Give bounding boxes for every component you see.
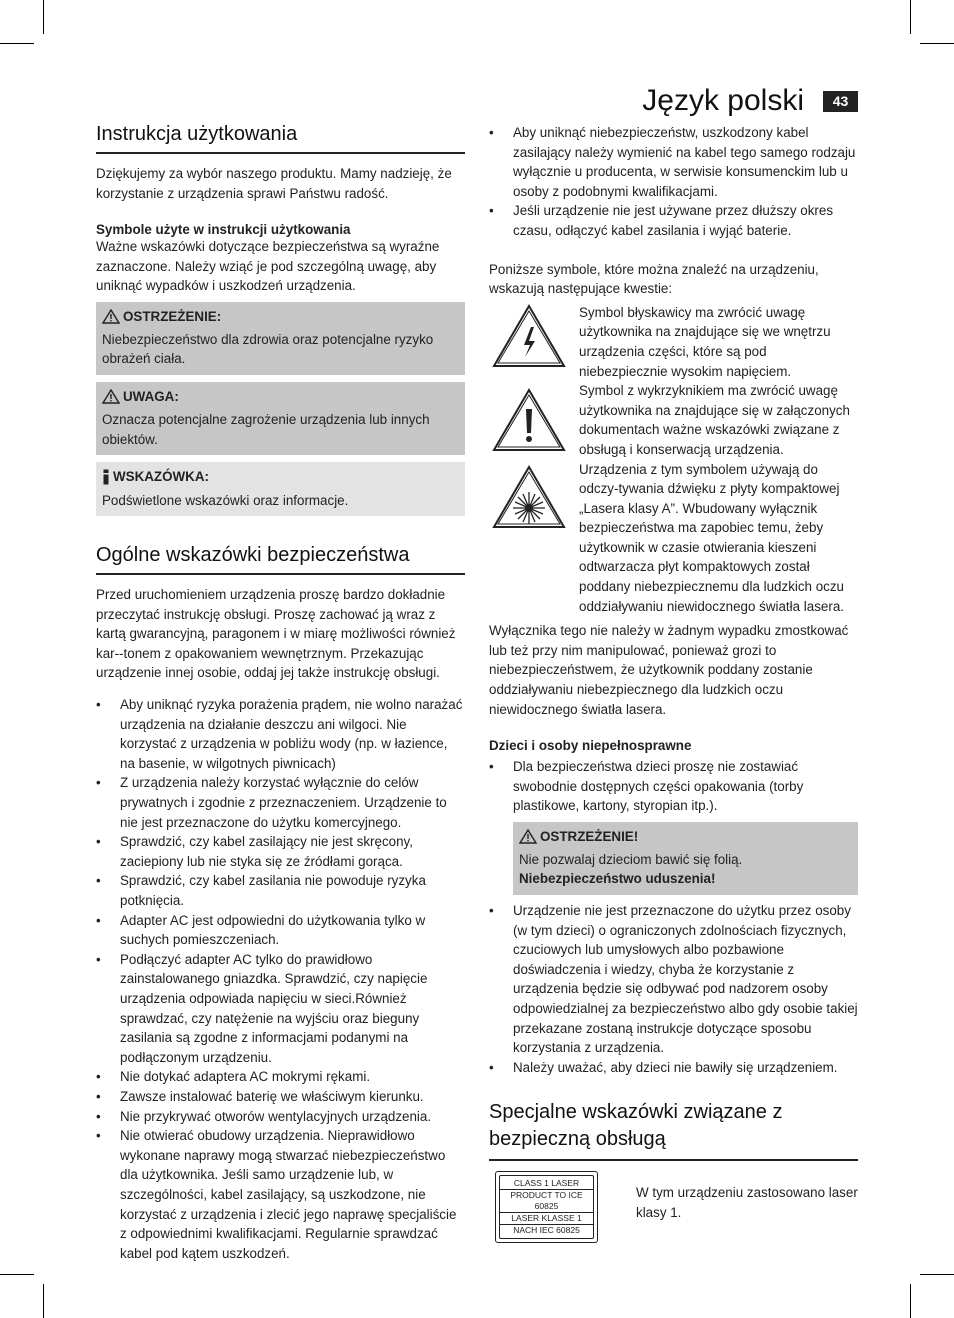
info-icon	[102, 469, 110, 485]
warning-triangle-icon	[102, 309, 120, 324]
crop-mark	[0, 43, 34, 44]
list-item: • Aby uniknąć niebezpieczeństw, uszkodzony kabel zasilający należy wymienić na kabel tego samego rodzaju wyłącznie u producenta, w serwisie konsumenckim lub u osoby z podobnymi kwalifikacjami.	[489, 123, 858, 201]
caution-label	[102, 387, 179, 407]
list-item: • Sprawdzić, czy kabel zasilający nie jest skręcony, zaciepiony lub nie styka się ze źródłami gorąca.	[96, 832, 465, 871]
symbols-text: Ważne wskazówki dotyczące bezpieczeństwa są wyraźne zaznaczone. Należy wziąć je pod szczególną uwagę, aby uniknąć wypadków i uszkodzeń urządzenia.	[96, 239, 440, 294]
warning-text: Niebezpieczeństwo dla zdrowia oraz potencjalne ryzyko obrażeń ciała.	[102, 331, 434, 367]
caution-box	[96, 382, 465, 455]
exclamation-warning-icon	[491, 387, 567, 453]
laser-class-row	[489, 1171, 858, 1243]
list-item: • Dla bezpieczeństwa dzieci proszę nie zostawiać swobodnie dostępnych części opakowania (torby plastikowe, kartony, styropian itp.).	[489, 757, 858, 816]
safety-list	[96, 695, 465, 1263]
list-item: • Urządzenie nie jest przeznaczone do użytku przez osoby (w tym dzieci) o ograniczonych zdolnościach fizycznych, czuciowych lub umysłowych albo pozbawione doświadczenia i wiedzy, chyba że korzystanie z urządzenia będzie się odbywać pod nadzorem osoby odpowiedzialnej za bezpieczeństwo albo gdy osobie takiej przekazane zostaną instrukcje dotyczące sposobu korzystania z urządzenia.	[489, 901, 858, 1058]
children-heading: Dzieci i osoby niepełnosprawne	[489, 738, 692, 754]
children-warning-label	[519, 827, 638, 847]
crop-mark	[920, 43, 954, 44]
list-item: • Należy uważać, aby dzieci nie bawiły się urządzeniem.	[489, 1058, 858, 1078]
symbol-text-exclamation: Symbol z wykrzyknikiem ma zwrócić uwagę użytkownika na znajdujące się w załączonych dokumentach ważne wskazówki związane z obsługą i konserwacją urządzenia.	[579, 383, 850, 457]
crop-mark	[910, 1284, 911, 1318]
caution-label-text: UWAGA:	[123, 389, 179, 405]
symbol-row-exclamation	[489, 381, 858, 459]
right-column	[489, 123, 858, 1243]
symbols-intro: Poniższe symbole, które można znaleźć na urządzeniu, wskazują następujące kwestie:	[489, 261, 819, 297]
caution-text: Oznacza potencjalne zagrożenie urządzenia lub innych obiektów.	[102, 411, 430, 447]
list-item: • Z urządzenia należy korzystać wyłącznie do celów prywatnych i zgodnie z przeznaczeniem. Urządzenie to nie jest przeznaczone do użytku komercyjnego.	[96, 773, 465, 832]
section-title-safety: Ogólne wskazówki bezpieczeństwa	[96, 544, 465, 575]
crop-mark	[43, 0, 44, 34]
laser-label-line: NACH IEC 60825	[513, 1225, 580, 1236]
page-number: 43	[823, 91, 858, 112]
list-item: • Nie otwierać obudowy urządzenia. Nieprawidłowo wykonane naprawy mogą stwarzać niebezpieczeństwo dla użytkownika. Jeśli samo urządzenie lub, w szczególności, kabel zasilający, są uszkodzone, nie korzystać z urządzenia i zlecić jego naprawę specjaliście z odpowiednimi kwalifikacjami. Regularnie sprawdzać kabel pod kątem uszkodzeń.	[96, 1126, 465, 1263]
symbol-row-lightning	[489, 303, 858, 381]
lightning-warning-icon	[491, 303, 567, 369]
hint-text: Podświetlone wskazówki oraz informacje.	[102, 492, 349, 508]
intro-text: Dziękujemy za wybór naszego produktu. Mamy nadzieję, że korzystanie z urządzenia sprawi Państwu radość.	[96, 166, 452, 201]
list-item: • Nie przykrywać otworów wentylacyjnych urządzenia.	[96, 1107, 465, 1127]
safety-intro: Przed uruchomieniem urządzenia proszę bardzo dokładnie przeczytać instrukcję obsługi. Proszę zachować ją wraz z kartą gwarancyjną, paragonem i w miarę możliwości również kar--tonem z opakowaniem wewnętrznym. Przekazując urządzenie innej osobie, oddaj jej także instrukcję obsługi.	[96, 587, 456, 681]
list-item: • Sprawdzić, czy kabel zasilania nie powoduje ryzyka potknięcia.	[96, 871, 465, 910]
laser-warning-icon	[491, 464, 567, 530]
list-item: • Podłączyć adapter AC tylko do prawidłowo zainstalowanego gniazdka. Sprawdzić, czy napięcie urządzenia odpowiada napięciu w sieci.Również sprawdzać, czy natężenie na wyjściu oraz bieguny zasilania są zgodne z informacjami podanymi na podłączonym urządzeniu.	[96, 950, 465, 1068]
list-item: • Adapter AC jest odpowiedni do użytkowania tylko w suchych pomieszczeniach.	[96, 911, 465, 950]
children-warning-text	[519, 850, 852, 889]
symbol-text-lightning: Symbol błyskawicy ma zwrócić uwagę użytkownika na znajdujące się we wnętrzu urządzenia części, które są pod niebezpiecznie wysokim napięciem.	[579, 304, 831, 379]
laser-class-text: W tym urządzeniu zastosowano laser klasy 1.	[636, 1185, 858, 1221]
crop-mark	[0, 1274, 34, 1275]
left-column	[96, 123, 465, 1263]
list-item: • Aby uniknąć ryzyka porażenia prądem, nie wolno narażać urządzenia na działanie deszczu ani wilgoci. Nie korzystać z urządzenia w pobliżu wody (np. w łazience, na basenie, w wilgotnych piwnicach)	[96, 695, 465, 773]
safety-list-continued	[489, 123, 858, 241]
warning-label	[102, 307, 221, 327]
children-warning-box	[513, 822, 858, 895]
laser-label-line: CLASS 1 LASER	[500, 1178, 593, 1190]
symbols-heading: Symbole użyte w instrukcji użytkowania	[96, 222, 351, 238]
crop-mark	[43, 1284, 44, 1318]
list-item: • Nie dotykać adaptera AC mokrymi rękami.	[96, 1067, 465, 1087]
section-title-instructions: Instrukcja użytkowania	[96, 123, 465, 154]
list-item: • Zawsze instalować baterię we właściwym kierunku.	[96, 1087, 465, 1107]
warning-triangle-icon	[519, 829, 537, 844]
hint-box	[96, 462, 465, 516]
hint-label	[102, 467, 209, 487]
switch-warning-text: Wyłącznika tego nie należy w żadnym wypadku zmostkować lub też przy nim manipulować, ponieważ grozi to niebezpieczeństwem, że użytkownik poddany zostanie oddziaływaniu niebezpiecznego dla ludzkich oczu niewidocznego światła lasera.	[489, 623, 849, 717]
warning-box	[96, 302, 465, 375]
section-title-laser: Specjalne wskazówki związane z bezpieczną obsługą	[489, 1099, 858, 1161]
page-title: Język polski	[642, 84, 804, 117]
crop-mark	[910, 0, 911, 34]
laser-label-line: PRODUCT TO ICE 60825	[500, 1190, 593, 1213]
children-list	[489, 757, 858, 816]
children-list-continued	[489, 901, 858, 1077]
symbol-row-laser	[489, 460, 858, 617]
laser-class-label	[495, 1171, 598, 1243]
warning-label-text: OSTRZEŻENIE:	[123, 308, 222, 324]
children-warning-label-text: OSTRZEŻENIE!	[540, 829, 639, 844]
symbol-text-laser: Urządzenia z tym symbolem używają do odczy-tywania dźwięku z płyty kompaktowej „Lasera klasy A”. Wbudowany wyłącznik bezpieczeństwa ma zapobiec temu, żeby użytkownik w czasie otwierania kieszeni odtwarzacza płyt kompaktowych został poddany niebezpiecznemu dla ludzkich oczu oddziaływaniu niewidocznego światła lasera.	[579, 461, 845, 614]
laser-label-line: LASER KLASSE 1	[500, 1213, 593, 1225]
hint-label-text: WSKAZÓWKA:	[113, 469, 209, 485]
children-warning-bold: Niebezpieczeństwo uduszenia!	[519, 871, 716, 887]
caution-triangle-icon	[102, 389, 120, 404]
crop-mark	[920, 1274, 954, 1275]
list-item: • Jeśli urządzenie nie jest używane przez dłuższy okres czasu, odłączyć kabel zasilania i wyjąć baterie.	[489, 201, 858, 240]
children-warning-plain: Nie pozwalaj dzieciom bawić się folią.	[519, 851, 743, 867]
